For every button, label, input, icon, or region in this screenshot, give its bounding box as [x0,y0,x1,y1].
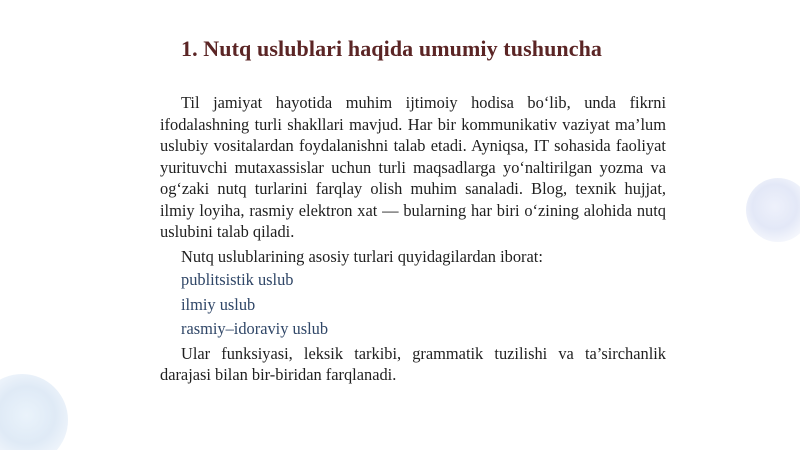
list-item-rasmiy-idoraviy: rasmiy–idoraviy uslub [181,319,329,338]
list-item-publitsistik: publitsistik uslub [181,270,294,289]
intro-paragraph: Til jamiyat hayotida muhim ijtimoiy hodisa bo‘lib, unda fikrni ifodalashning turli shakllari mavjud. Har bir kommunikativ vaziyat ma’lum uslubiy vositalardan foydalanishni talab etadi. Ayniqsa, IT sohasida faoliyat yurituvchi mutaxassislar uchun turli maqsadlarga yo‘naltirilgan yozma va og‘zaki nutq turlarini farqlay olish muhim sanaladi. Blog, texnik hujjat, ilmiy loyiha, rasmiy elektron xat — bularning har biri o‘zining alohida nutq uslubini talab qiladi. [160,93,666,241]
closing-paragraph: Ular funksiyasi, leksik tarkibi, grammatik tuzilishi va ta’sirchanlik darajasi bilan bir-biridan farqlanadi. [160,343,666,384]
speech-styles-list [160,269,666,340]
decorative-circle-left [0,374,68,450]
list-item-ilmiy: ilmiy uslub [181,294,256,314]
page-title: 1. Nutq uslublari haqida umumiy tushuncha [181,36,603,61]
decorative-circle-right [746,178,800,242]
list-intro: Nutq uslublarining asosiy turlari quyidagilardan iborat: [181,246,543,266]
body-text [160,92,666,386]
